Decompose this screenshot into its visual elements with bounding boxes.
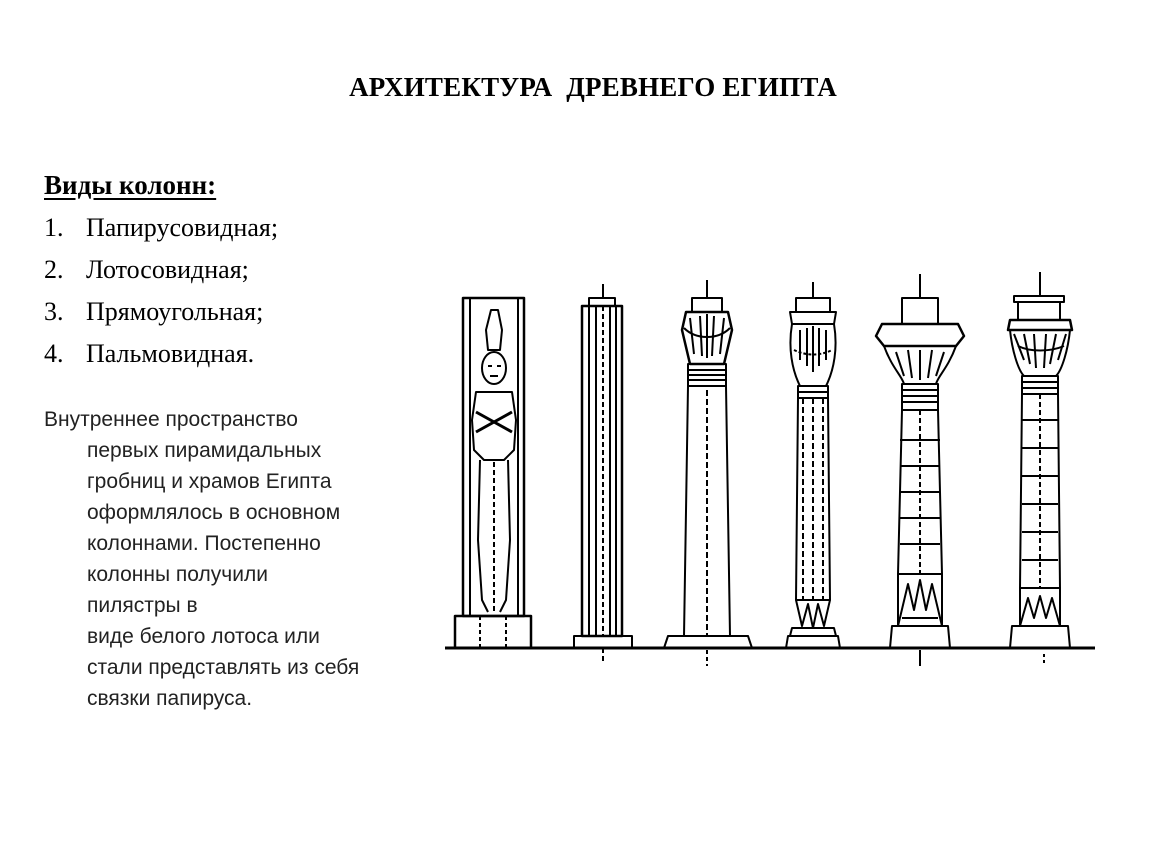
list-label: Прямоугольная; [86, 297, 264, 326]
list-number: 1. [44, 213, 64, 242]
page-title: АРХИТЕКТУРА ДРЕВНЕГО ЕГИПТА [349, 72, 837, 102]
paragraph-line: колоннами. Постепенно [87, 532, 321, 555]
osiris-pillar [455, 298, 531, 648]
papyrus-bundle-column [664, 280, 752, 666]
list-label: Пальмовидная. [86, 339, 255, 368]
paragraph-line: первых пирамидальных [87, 439, 322, 462]
paragraph-line: Внутреннее пространство [44, 408, 298, 431]
paragraph-line: пилястры в [87, 594, 198, 617]
paragraph-line: оформлялось в основном [87, 501, 341, 524]
paragraph-line: гробниц и храмов Египта [87, 470, 332, 493]
list-number: 3. [44, 297, 64, 326]
list-label: Папирусовидная; [86, 213, 279, 242]
list-number: 4. [44, 339, 64, 368]
paragraph-line: связки папируса. [87, 687, 253, 710]
paragraph-line: стали представлять из себя [87, 656, 360, 679]
list-number: 2. [44, 255, 64, 284]
list-label: Лотосовидная; [86, 255, 249, 284]
paragraph-line: колонны получили [87, 563, 268, 586]
column-types-heading: Виды колонн: [44, 170, 217, 200]
palm-capital-column [1008, 272, 1072, 666]
fluted-column [574, 284, 632, 664]
closed-lotus-column [786, 282, 840, 648]
paragraph-line: виде белого лотоса или [87, 625, 320, 648]
open-papyrus-column [876, 274, 964, 666]
